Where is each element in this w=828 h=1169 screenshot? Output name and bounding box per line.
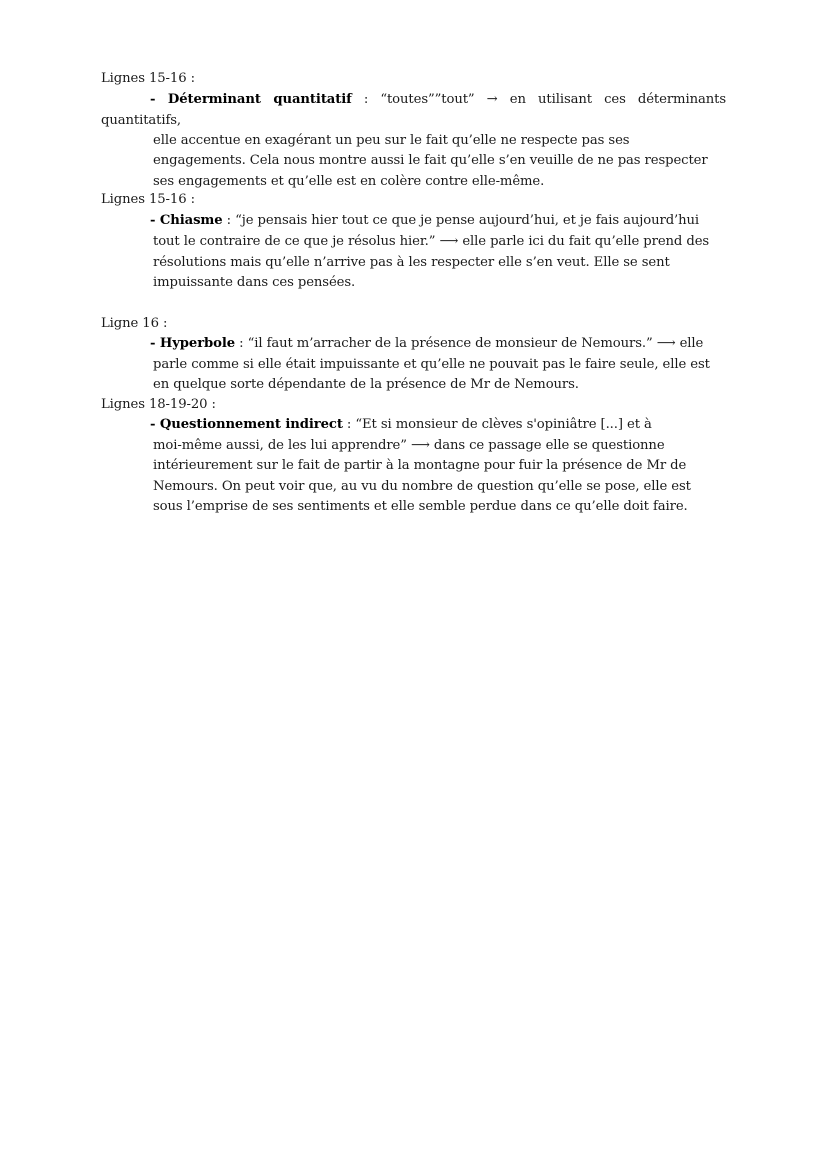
text-line: parle comme si elle était impuissante et qu’elle ne pouvait pas le faire seule, elle est [153, 357, 710, 372]
text-line: impuissante dans ces pensées. [153, 275, 356, 290]
bullet-line [150, 416, 652, 434]
section-heading: Lignes 15-16 : [101, 192, 195, 207]
figure-term: - Déterminant quantitatif [150, 92, 352, 107]
text-line: engagements. Cela nous montre aussi le fait qu’elle s’en veuille de ne pas respecter [153, 153, 708, 168]
text-line: sous l’emprise de ses sentiments et elle semble perdue dans ce qu’elle doit faire. [153, 499, 688, 514]
section-heading: Lignes 18-19-20 : [101, 397, 216, 412]
text: : “Et si monsieur de clèves s'opiniâtre [...] et à [342, 417, 652, 432]
bullet-line [150, 335, 703, 353]
text-line: elle accentue en exagérant un peu sur le fait qu’elle ne respecte pas ses [153, 133, 630, 148]
text-line: intérieurement sur le fait de partir à la montagne pour fuir la présence de Mr de [153, 458, 687, 473]
text: : “je pensais hier tout ce que je pense aujourd’hui, et je fais aujourd’hui [222, 213, 700, 228]
figure-term: - Hyperbole [150, 336, 236, 351]
text-line: ses engagements et qu’elle est en colère contre elle-même. [153, 174, 545, 189]
figure-term: - Questionnement indirect [150, 417, 343, 432]
text: : “toutes””tout” → en utilisant ces déterminants [351, 92, 726, 107]
text-line: quantitatifs, [101, 113, 182, 128]
text-line: moi-même aussi, de les lui apprendre” ⟶ dans ce passage elle se questionne [153, 438, 665, 453]
text-line: tout le contraire de ce que je résolus hier.” ⟶ elle parle ici du fait qu’elle prend des [153, 234, 710, 249]
text: : “il faut m’arracher de la présence de monsieur de Nemours.” ⟶ elle [235, 336, 704, 351]
text-line: résolutions mais qu’elle n’arrive pas à les respecter elle s’en veut. Elle se sent [153, 255, 670, 270]
bullet-line [150, 212, 699, 230]
figure-term: - Chiasme [150, 213, 223, 228]
section-heading: Ligne 16 : [101, 316, 168, 331]
section-heading: Lignes 15-16 : [101, 71, 195, 86]
text-line: en quelque sorte dépendante de la présence de Mr de Nemours. [153, 377, 579, 392]
bullet-line [150, 91, 726, 109]
text-line: Nemours. On peut voir que, au vu du nombre de question qu’elle se pose, elle est [153, 479, 691, 494]
